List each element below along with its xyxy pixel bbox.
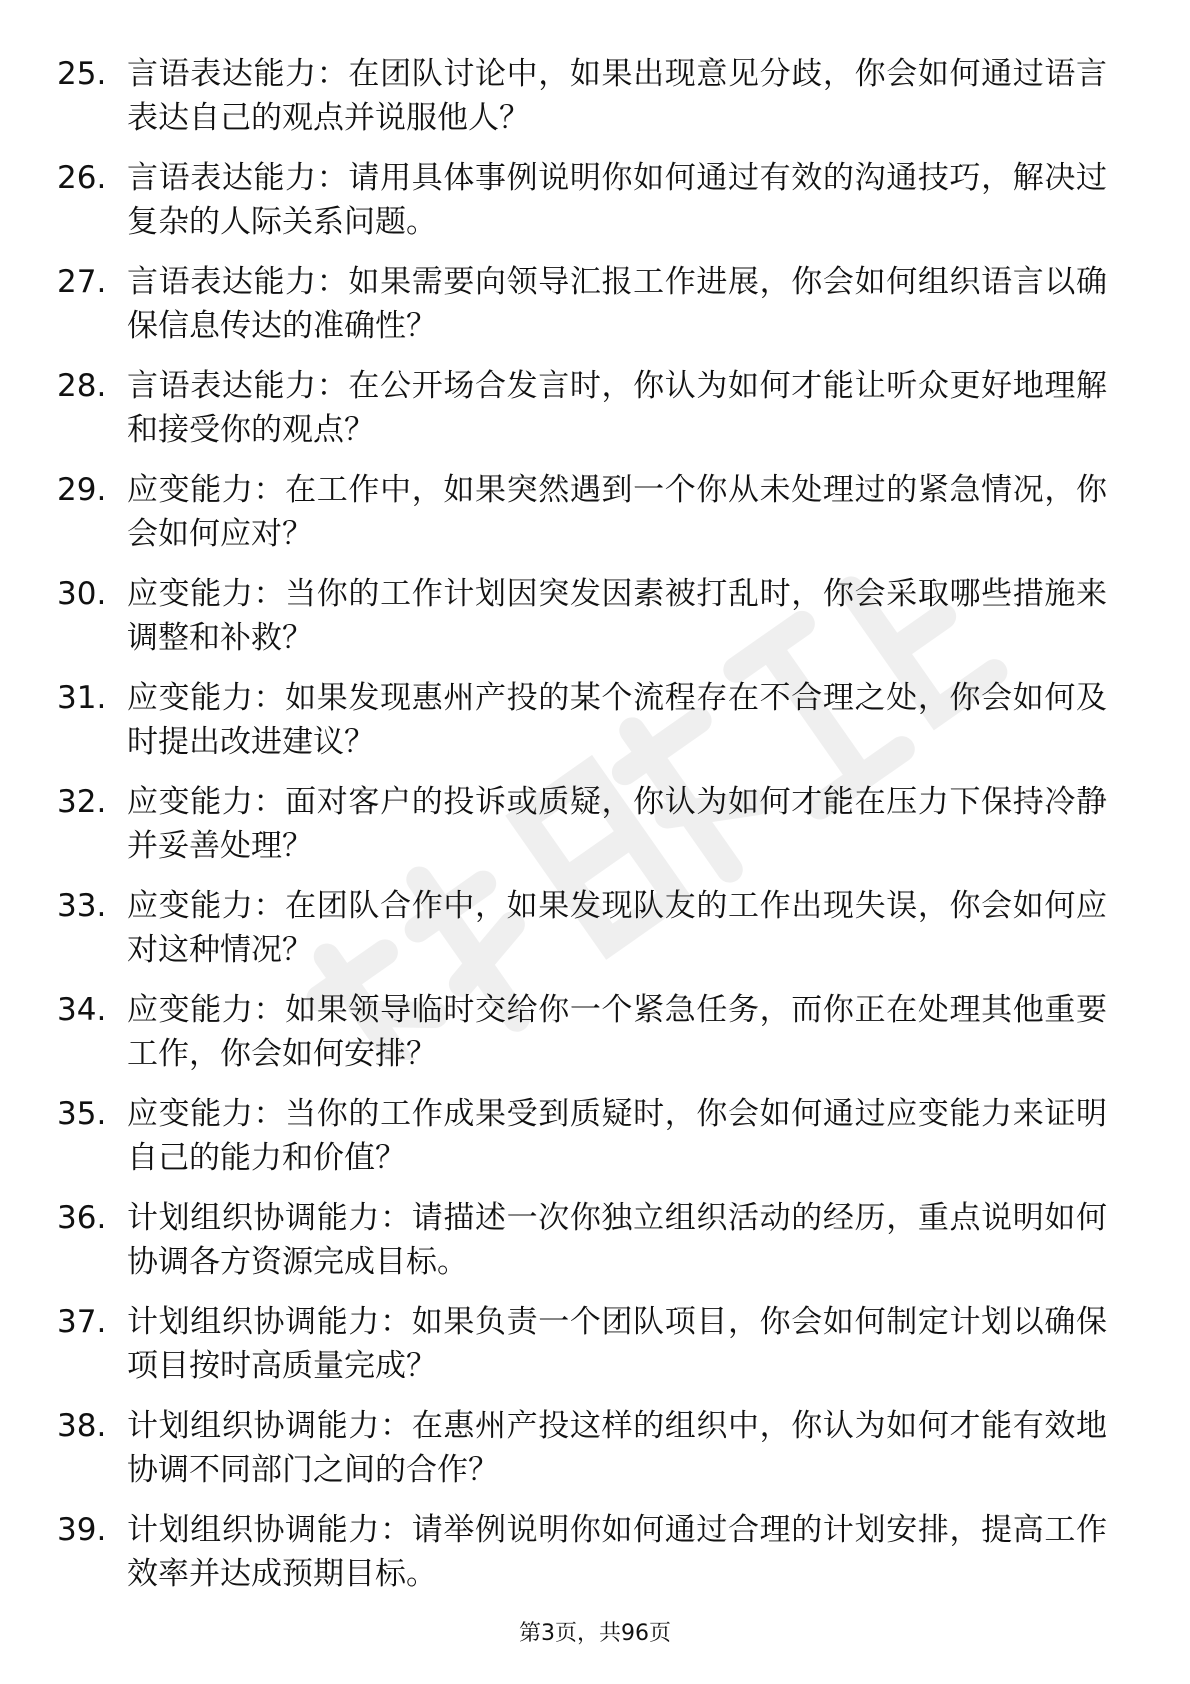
question-number: 38. [57,1408,107,1444]
question-number: 25. [57,56,107,92]
question-text: 应变能力：在团队合作中，如果发现队友的工作出现失误，你会如何应对这种情况？ [127,888,1107,968]
question-item-25 [0,52,1190,156]
question-number: 27. [57,264,107,300]
question-number: 37. [57,1304,107,1340]
question-item-36 [0,1196,1190,1300]
question-item-28 [0,364,1190,468]
question-list [0,52,1190,1612]
question-number: 36. [57,1200,107,1236]
question-text: 计划组织协调能力：请描述一次你独立组织活动的经历，重点说明如何协调各方资源完成目标。 [127,1200,1107,1280]
question-item-37 [0,1300,1190,1404]
question-text: 应变能力：在工作中，如果突然遇到一个你从未处理过的紧急情况，你会如何应对？ [127,472,1107,552]
question-item-39 [0,1508,1190,1612]
question-item-38 [0,1404,1190,1508]
question-text: 言语表达能力：在团队讨论中，如果出现意见分歧，你会如何通过语言表达自己的观点并说服他人？ [127,56,1107,136]
question-item-32 [0,780,1190,884]
question-number: 32. [57,784,107,820]
question-text: 言语表达能力：如果需要向领导汇报工作进展，你会如何组织语言以确保信息传达的准确性？ [127,264,1107,344]
page-number-footer: 第3页，共96页 [519,1621,671,1646]
question-text: 应变能力：当你的工作计划因突发因素被打乱时，你会采取哪些措施来调整和补救？ [127,576,1107,656]
question-number: 29. [57,472,107,508]
question-item-27 [0,260,1190,364]
question-item-34 [0,988,1190,1092]
question-text: 应变能力：当你的工作成果受到质疑时，你会如何通过应变能力来证明自己的能力和价值？ [127,1096,1107,1176]
question-number: 30. [57,576,107,612]
question-item-26 [0,156,1190,260]
question-item-31 [0,676,1190,780]
question-number: 39. [57,1512,107,1548]
question-number: 28. [57,368,107,404]
question-text: 言语表达能力：在公开场合发言时，你认为如何才能让听众更好地理解和接受你的观点？ [127,368,1107,448]
question-text: 应变能力：面对客户的投诉或质疑，你认为如何才能在压力下保持冷静并妥善处理？ [127,784,1107,864]
question-text: 计划组织协调能力：在惠州产投这样的组织中，你认为如何才能有效地协调不同部门之间的合作？ [127,1408,1107,1488]
question-number: 31. [57,680,107,716]
question-item-35 [0,1092,1190,1196]
question-number: 33. [57,888,107,924]
question-number: 34. [57,992,107,1028]
question-text: 言语表达能力：请用具体事例说明你如何通过有效的沟通技巧，解决过复杂的人际关系问题。 [127,160,1107,240]
question-text: 计划组织协调能力：请举例说明你如何通过合理的计划安排，提高工作效率并达成预期目标。 [127,1512,1107,1592]
question-item-33 [0,884,1190,988]
question-item-29 [0,468,1190,572]
question-number: 26. [57,160,107,196]
question-text: 计划组织协调能力：如果负责一个团队项目，你会如何制定计划以确保项目按时高质量完成？ [127,1304,1107,1384]
question-text: 应变能力：如果领导临时交给你一个紧急任务，而你正在处理其他重要工作，你会如何安排？ [127,992,1107,1072]
question-text: 应变能力：如果发现惠州产投的某个流程存在不合理之处，你会如何及时提出改进建议？ [127,680,1107,760]
question-item-30 [0,572,1190,676]
question-number: 35. [57,1096,107,1132]
